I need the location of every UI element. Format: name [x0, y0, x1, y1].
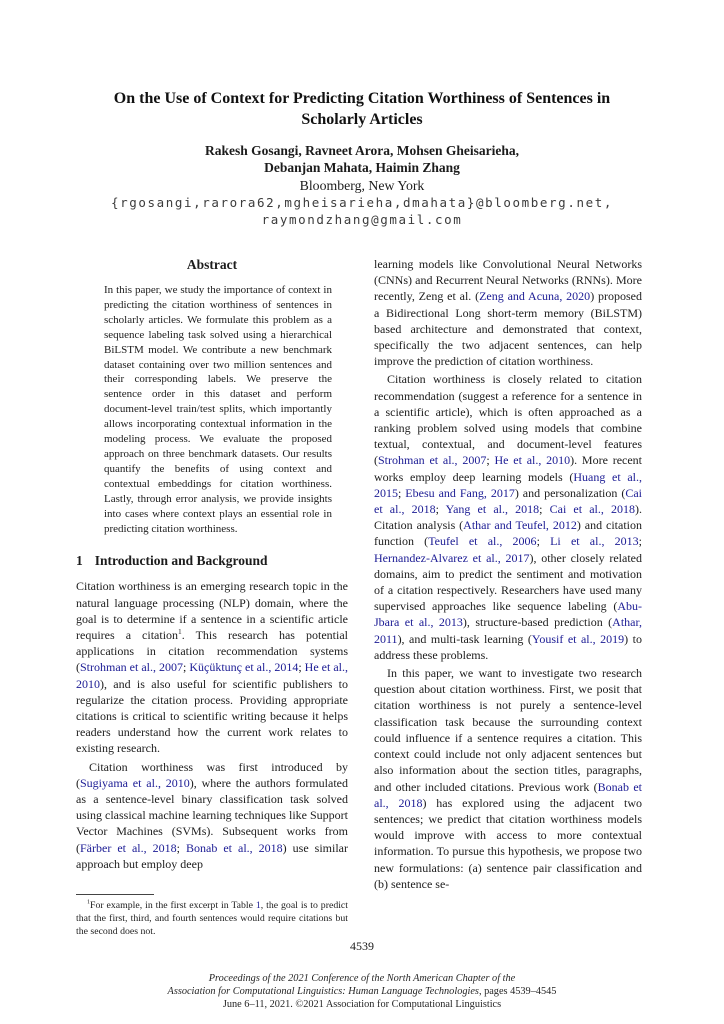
text-segment: ; — [536, 534, 551, 549]
text-segment: ; — [638, 534, 642, 549]
text-segment: 1 — [87, 899, 91, 906]
text-segment: ). More recent works employ deep learning models ( — [374, 453, 642, 484]
text-segment: ) to address these problems. — [374, 631, 642, 662]
footnote-text — [76, 900, 348, 938]
citation-link[interactable]: Huang et al., 2015 — [374, 469, 642, 500]
section-1-title: Introduction and Background — [94, 553, 268, 569]
affiliation: Bloomberg, New York — [299, 178, 425, 193]
text-segment: ) and personalization ( — [514, 485, 626, 500]
citation-link[interactable]: Strohman et al., 2007 — [80, 660, 183, 675]
citation-link[interactable]: Cai et al., 2018 — [549, 502, 635, 517]
paragraph — [76, 759, 348, 872]
text-segment: learning models like Convolutional Neural Networks (CNNs) and Recurrent Neural Networks (RNNs). More recently, Zeng et al. ( — [374, 257, 642, 304]
text-segment: ; — [539, 502, 550, 517]
footer-line-3 — [0, 998, 724, 1011]
citation-link[interactable]: Yang et al., 2018 — [445, 502, 540, 517]
text-segment: Citation worthiness is an emerging research topic in the natural language processing (NLP) domain, where the goal is to determine if a sentence in a scientific article requires a citation — [76, 579, 348, 643]
text-segment: , the goal is to predict that the first, third, and fourth sentences would require citations but the second does not. — [76, 900, 349, 937]
title-block — [0, 88, 724, 227]
footer-line-1 — [0, 972, 724, 985]
text-segment: For example, in the first excerpt in Table — [90, 900, 256, 911]
text-segment: In this paper, we want to investigate two research question about citation worthiness. First, we posit that citation worthiness is not purely a sentence-level classification task because the surrounding context could influence if a sentence requires a citation. This context could include not only adjacent sentences but also information about the section titles, paragraphs, and other included citations. Previous work ( — [374, 666, 642, 794]
citation-link[interactable]: Hernandez-Alvarez et al., 2017 — [374, 550, 530, 565]
text-segment: ). Citation analysis ( — [374, 502, 642, 533]
text-segment: ; — [398, 485, 406, 500]
abstract-heading: Abstract — [186, 257, 238, 272]
text-segment: ; — [435, 502, 446, 517]
email-line-1: {rgosangi,rarora62,mgheisarieha,dmahata}@bloomberg.net, — [111, 195, 613, 210]
page-number: 4539 — [350, 939, 374, 953]
citation-link[interactable]: Athar and Teufel, 2012 — [463, 518, 577, 533]
text-segment: ) and citation function ( — [374, 518, 642, 549]
text-segment: . This research has potential applications in citation recommendation systems ( — [76, 628, 348, 675]
right-column — [374, 256, 642, 942]
text-segment: ), other closely related domains, aim to predict the sentiment and motivation of a citation respectively. Researchers have used many supervised approaches like sequence labeling ( — [374, 550, 642, 614]
text-segment: ) proposed a Bidirectional Long short-term memory (BiLSTM) based architecture and demonstrated that context, specifically the two adjacent sentences, can help improve the prediction of citation worthiness. — [374, 289, 642, 369]
authors-line-2: Debanjan Mahata, Haimin Zhang — [264, 159, 460, 175]
citation-link[interactable]: Bonab et al., 2018 — [374, 779, 642, 810]
paper-title-line-2: Scholarly Articles — [301, 111, 423, 128]
citation-link[interactable]: Yousif et al., 2019 — [531, 631, 625, 646]
citation-link[interactable]: Strohman et al., 2007 — [378, 453, 487, 468]
citation-link[interactable]: Sugiyama et al., 2010 — [80, 775, 190, 790]
text-segment: ), structure-based prediction ( — [462, 615, 613, 630]
text-segment: June 6–11, 2021. ©2021 Association for Computational Linguistics — [222, 999, 502, 1011]
section-1-number: 1 — [76, 553, 83, 569]
footnote-rule — [76, 894, 154, 895]
citation-link[interactable]: Küçüktunç et al., 2014 — [189, 660, 299, 675]
citation-link[interactable]: Cai et al., 2018 — [374, 485, 642, 517]
text-segment: , pages 4539–4545 — [478, 986, 557, 998]
citation-link[interactable]: 1 — [255, 900, 261, 911]
text-segment: Association for Computational Linguistics: Human Language Technologies — [167, 986, 479, 998]
text-segment: Proceedings of the 2021 Conference of the North American Chapter of the — [208, 973, 516, 984]
text-segment: ; — [486, 453, 495, 468]
footer-line-2 — [0, 985, 724, 998]
text-segment: ) use similar approach but employ deep — [76, 840, 348, 871]
paper-title-line-1: On the Use of Context for Predicting Citation Worthiness of Sentences in — [113, 90, 611, 107]
citation-link[interactable]: Ebesu and Fang, 2017 — [405, 485, 515, 500]
abstract-section — [76, 257, 348, 536]
text-segment: ), and multi-task learning ( — [397, 631, 532, 646]
footnote-block — [76, 894, 348, 938]
citation-link[interactable]: Li et al., 2013 — [550, 534, 639, 549]
citation-link[interactable]: He et al., 2010 — [76, 660, 348, 691]
text-segment: ) has explored using the adjacent two sentences; we predict that citation worthiness models would improve with access to more contextual information. To pursue this hypothesis, we propose two new formulations: (a) sentence pair classification and (b) sentence se- — [374, 795, 642, 891]
text-segment: ; — [183, 660, 190, 675]
paragraph — [374, 371, 642, 663]
text-segment: Citation worthiness was first introduced by ( — [76, 759, 348, 790]
citation-link[interactable]: Bonab et al., 2018 — [186, 840, 283, 855]
text-segment: ; — [298, 660, 305, 675]
left-column — [76, 255, 348, 895]
citation-link[interactable]: Teufel et al., 2006 — [428, 534, 537, 549]
text-segment: 1 — [178, 627, 182, 637]
paragraph — [76, 578, 348, 756]
citation-link[interactable]: Färber et al., 2018 — [80, 840, 177, 855]
citation-link[interactable]: Abu-Jbara et al., 2013 — [374, 599, 642, 630]
text-segment: Citation worthiness is closely related to citation recommendation (suggest a reference for a sentence in a scientific article), which is often approached as a ranking problem solved using models that combine textual, contextual, and document-level features ( — [374, 372, 642, 468]
citation-link[interactable]: He et al., 2010 — [494, 453, 571, 468]
email-line-2: raymondzhang@gmail.com — [261, 211, 463, 227]
text-segment: ; — [176, 840, 186, 855]
paragraph — [374, 665, 642, 892]
section-1-heading — [76, 553, 348, 569]
proceedings-footer — [0, 972, 724, 1012]
citation-link[interactable]: Zeng and Acuna, 2020 — [479, 289, 591, 304]
citation-link[interactable]: Athar, 2011 — [374, 615, 642, 646]
text-segment: ), where the authors formulated as a sentence-level binary classification task solved using classical machine learning techniques like Support Vector Machines (SVMs). Subsequent works from ( — [76, 775, 348, 855]
authors-line-1: Rakesh Gosangi, Ravneet Arora, Mohsen Gheisarieha, — [204, 143, 519, 158]
paragraph — [374, 256, 642, 369]
text-segment: ), and is also useful for scientific publishers to regularize the citation process. Providing appropriate citations is critical to scientific writing because it helps readers understand how the current work relates to existing research. — [76, 676, 348, 756]
abstract-text: In this paper, we study the importance of context in predicting the citation worthiness of sentences in scholarly articles. We formulate this problem as a sequence labeling task solved using a hierarchical BiLSTM model. We contribute a new benchmark dataset containing over two million sentences and their corresponding labels. We preserve the sentence order in this dataset and perform document-level train/test splits, which importantly allows incorporating contextual information in the modeling process. We evaluate the proposed approach on three benchmark datasets. Our results quantify the benefits of using context and contextual embeddings for citation worthiness. Lastly, through error analysis, we provide insights into cases where context plays an essential role in predicting citation worthiness. — [104, 284, 332, 535]
